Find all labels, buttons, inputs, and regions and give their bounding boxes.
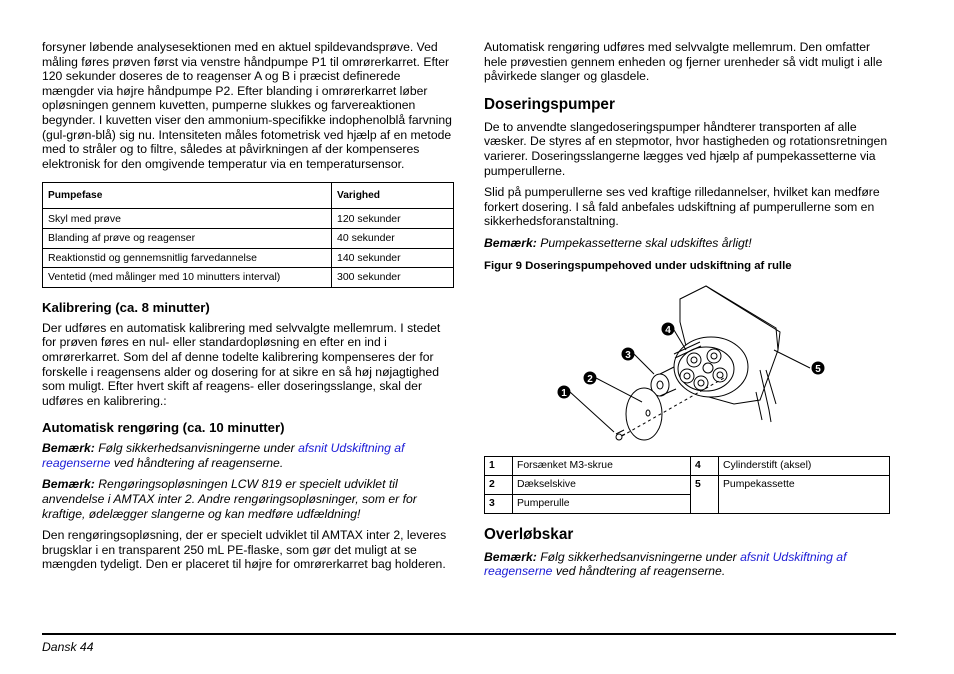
callout-2: 2 [587, 373, 593, 385]
legend-label: Forsænket M3-skrue [513, 456, 691, 475]
legend-label: Cylinderstift (aksel) [719, 456, 890, 475]
cleaning-heading: Automatisk rengøring (ca. 10 minutter) [42, 420, 285, 436]
auto-cleaning-paragraph: Automatisk rengøring udføres med selvvalgte mellemrum. Den omfatter hele prøvestien gennem enheden og fjerner urenheder så vidt muligt i alle påvirkede slanger og glasdele. [484, 40, 883, 84]
cleaning-paragraph: Den rengøringsopløsning, der er specielt udviklet til AMTAX inter 2, leveres brugsklar i en transparent 250 mL PE-flaske, som gør det muligt at se mængden tydeligt. Den er placeret til højre for omrørerkarret bag holderen. [42, 528, 447, 572]
page-footer: Dansk 44 [42, 640, 94, 654]
right-column [484, 40, 890, 586]
calibration-heading: Kalibrering (ca. 8 minutter) [42, 299, 210, 315]
figure-legend-table [484, 456, 890, 514]
callout-3: 3 [625, 349, 631, 361]
pump-phase-table [42, 182, 454, 287]
table-cell: Skyl med prøve [43, 209, 332, 229]
note-label: Bemærk: [42, 441, 95, 456]
callout-5: 5 [815, 363, 821, 375]
table-row [485, 475, 890, 494]
table-cell: Blanding af prøve og reagenser [43, 228, 332, 248]
legend-number: 2 [485, 475, 513, 494]
safety-note [42, 441, 454, 470]
table-cell: 140 sekunder [332, 248, 454, 268]
cleaning-solution-note [42, 477, 454, 521]
figure-caption: Figur 9 Doseringspumpehoved under udskiftning af rulle [484, 259, 792, 272]
table-cell: 40 sekunder [332, 228, 454, 248]
callout-1: 1 [561, 387, 567, 399]
legend-number: 5 [691, 475, 719, 513]
table-header-duration: Varighed [332, 183, 454, 209]
legend-label: Dækselskive [513, 475, 691, 494]
overflow-heading: Overløbskar [484, 525, 574, 543]
pump-head-figure [484, 282, 890, 452]
table-row [43, 248, 454, 268]
calibration-paragraph: Der udføres en automatisk kalibrering med selvvalgte mellemrum. I stedet for prøven føres en nul- eller standardopløsning en efter en ind i omrørerkarret. Som del af denne todelte kalibrering kompenseres der for forskelle i reagensens alder og dosering for at sikre en så høj nøjagtighed som muligt. Efter hvert skift af reagens- eller doseringsslange, skal der udføres en kalibrering.: [42, 320, 441, 408]
overflow-note [484, 550, 890, 579]
legend-label: Pumpekassette [719, 475, 890, 513]
table-cell: Ventetid (med målinger med 10 minutters interval) [43, 268, 332, 288]
table-header-row [43, 183, 454, 209]
note-text: Følg sikkerhedsanvisningerne under [98, 441, 295, 456]
note-label: Bemærk: [484, 549, 537, 564]
table-row [43, 228, 454, 248]
note-text-end: ved håndtering af reagenserne. [113, 455, 284, 470]
table-row [485, 456, 890, 475]
pump-head-illustration [484, 282, 890, 452]
legend-number: 4 [691, 456, 719, 475]
left-column [42, 40, 454, 579]
note-text-end: ved håndtering af reagenserne. [555, 564, 726, 579]
dosing-paragraph-1: De to anvendte slangedoseringspumper håndterer transporten af alle væsker. De styres af en stepmotor, hvor hastigheden og rotationsretningen varierer. Doseringsslangerne lægges ved hjælp af pumpekassetterne via pumperullerne. [484, 119, 888, 178]
dosing-pumps-heading: Doseringspumper [484, 95, 615, 113]
table-cell: Reaktionstid og gennemsnitlig farvedannelse [43, 248, 332, 268]
table-header-phase: Pumpefase [43, 183, 332, 209]
legend-number: 1 [485, 456, 513, 475]
reagent-replacement-link[interactable]: afsnit Udskiftning af reagenserne [42, 441, 405, 470]
table-cell: 300 sekunder [332, 268, 454, 288]
note-text: Pumpekassetterne skal udskiftes årligt! [540, 235, 752, 250]
note-text: Følg sikkerhedsanvisningerne under [540, 549, 737, 564]
dosing-paragraph-2: Slid på pumperullerne ses ved kraftige rilledannelser, hvilket kan medføre forkert dosering. I så fald anbefales udskiftning af pumperullerne som en sikkerhedsforanstaltning. [484, 185, 880, 229]
note-label: Bemærk: [42, 477, 95, 492]
legend-number: 3 [485, 494, 513, 513]
reagent-replacement-link[interactable]: afsnit Udskiftning af reagenserne [484, 549, 847, 579]
legend-label: Pumperulle [513, 494, 691, 513]
table-row [43, 209, 454, 229]
table-cell: 120 sekunder [332, 209, 454, 229]
callout-4: 4 [665, 324, 671, 336]
table-row [43, 268, 454, 288]
note-text: Rengøringsopløsningen LCW 819 er specielt udviklet til anvendelse i AMTAX inter 2. Andre rengøringsopløsninger, som er for kraftige, ødelægger slangerne og kan medføre udfældning! [42, 477, 417, 521]
footer-divider [42, 633, 896, 635]
intro-paragraph: forsyner løbende analysesektionen med en aktuel spildevandsprøve. Ved måling føres prøven først via venstre håndpumpe P1 til omrørerkarret. Efter 120 sekunder doseres de to reagenser A og B i præcist definerede mængder via højre håndpumpe P2. Efter blanding i omrørerkarret løber opløsningen gennem kuvetten, pumperne slukkes og farvereaktionen begynder. I kuvetten viser den ammonium-specifikke indophenolblå farvning (gul-grøn-blå) sig nu. Intensiteten måles fotometrisk ved hjælp af en metode med to stråler og to filtre, således at påvirkningen af der kompenseres elektronisk for den omgivende temperatur via en temperatursensor. [42, 40, 452, 171]
cassette-note [484, 236, 890, 251]
note-label: Bemærk: [484, 235, 537, 250]
